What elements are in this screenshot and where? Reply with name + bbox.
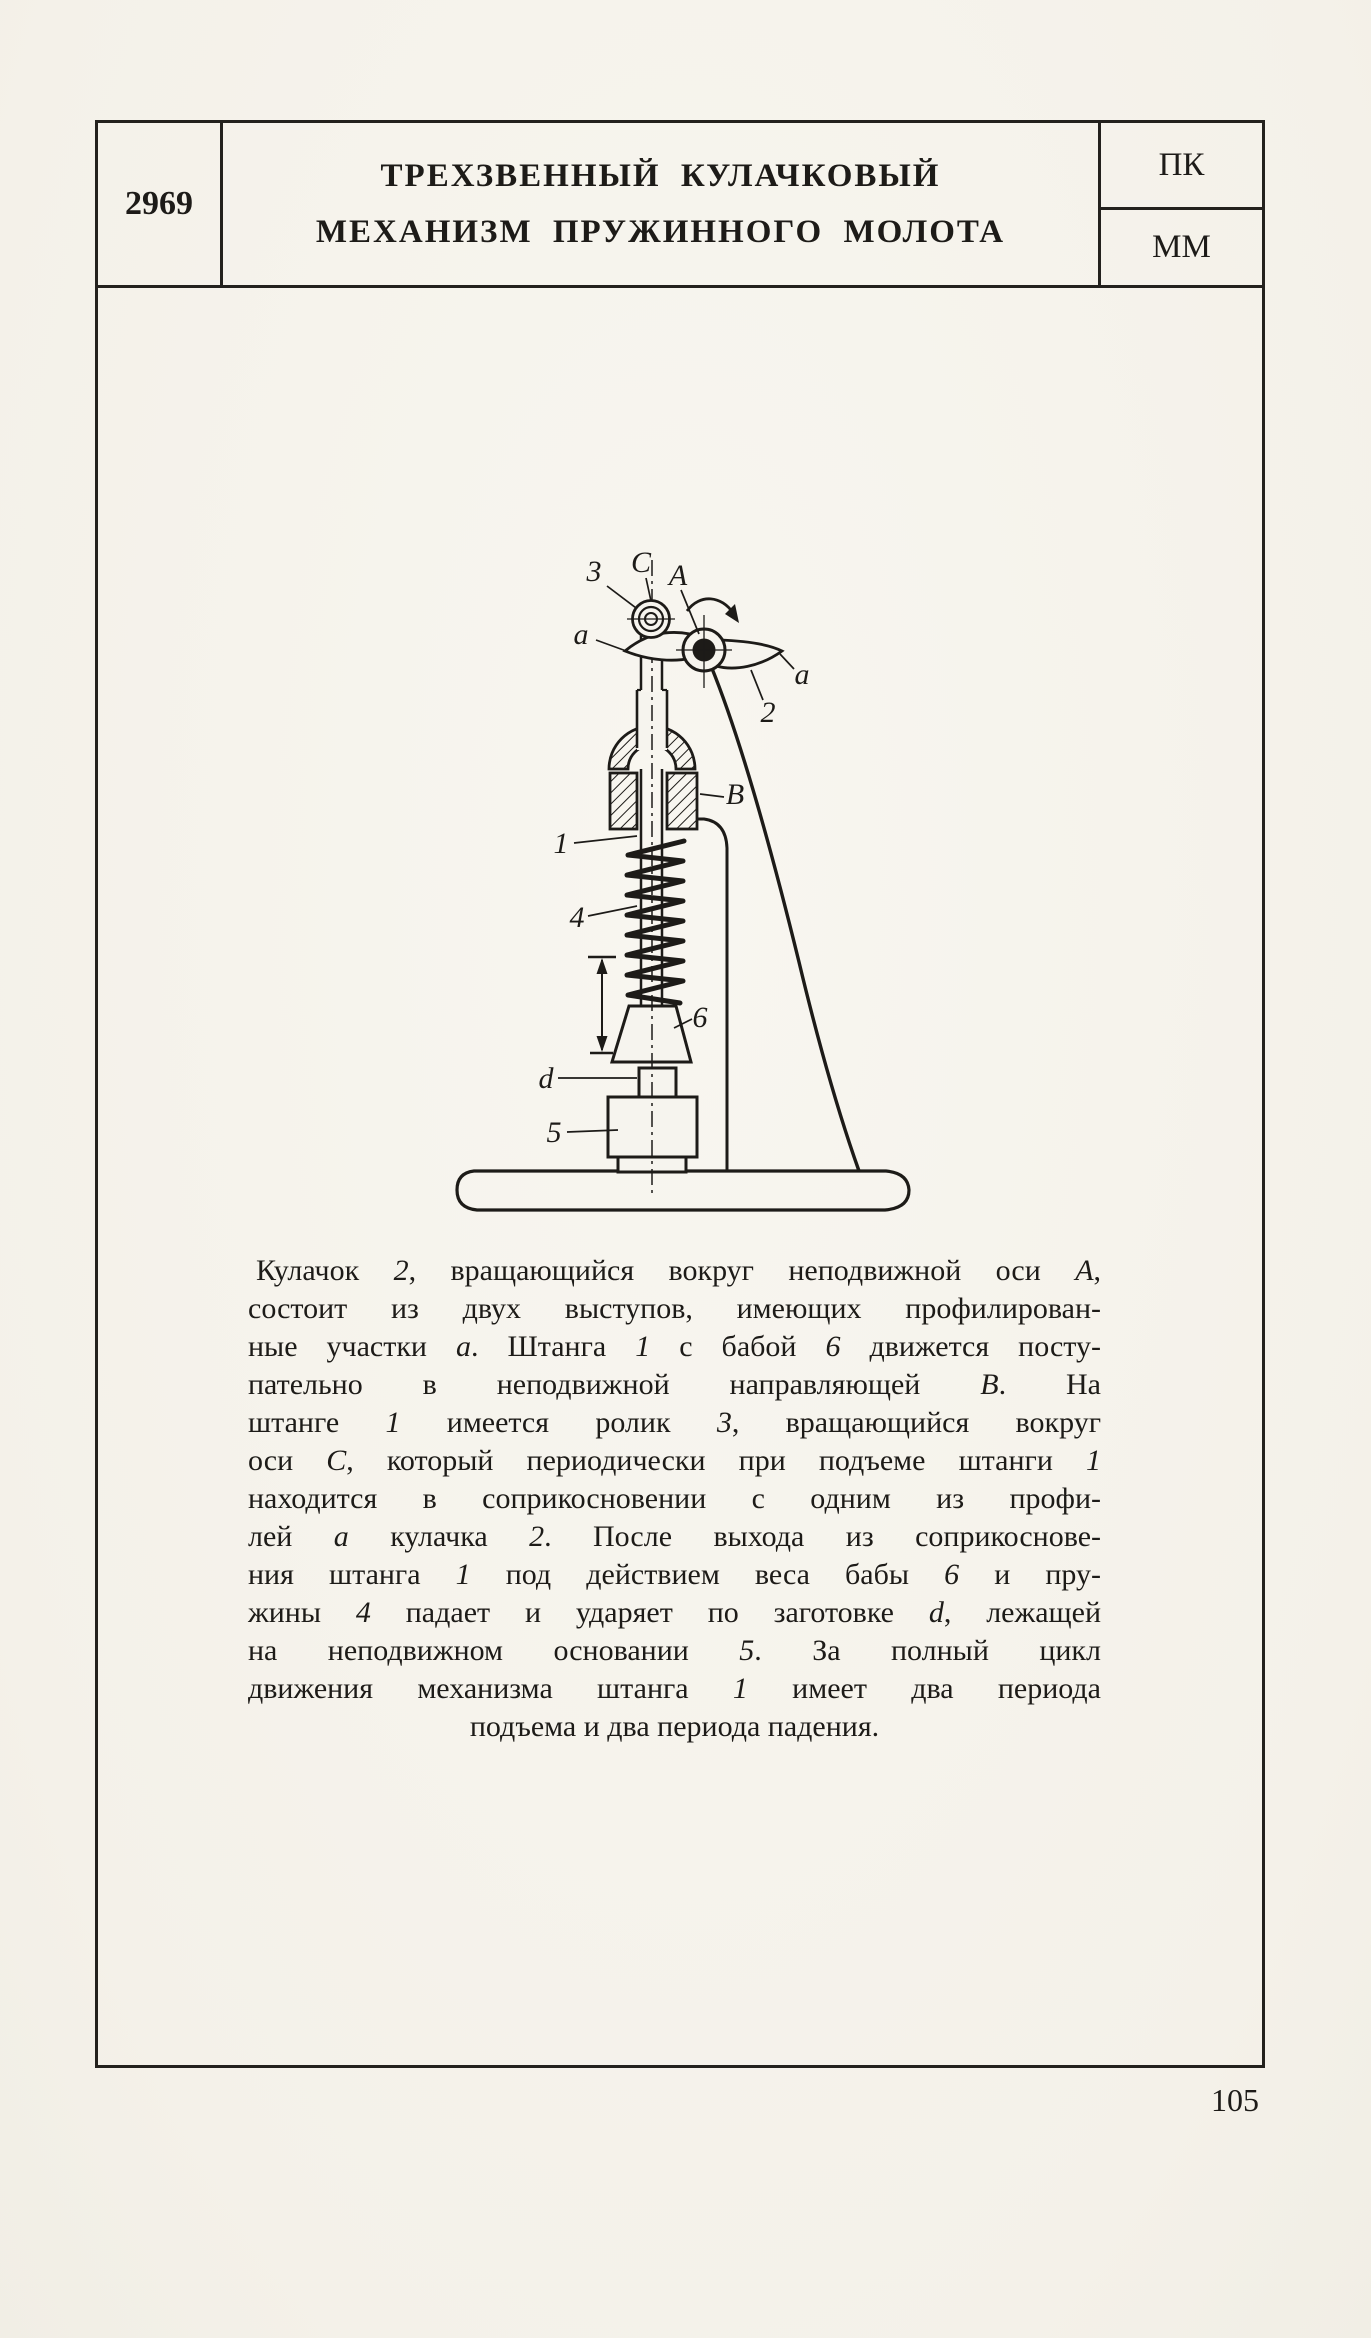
page-title-line1: ТРЕХЗВЕННЫЙ КУЛАЧКОВЫЙ [380,158,941,194]
figure-label-guide: B [725,778,745,811]
doc-number: 2969 [125,185,193,222]
paragraph-line: Кулачок 2, вращающийся вокруг неподвижной оси А, [256,1254,1102,1287]
classification-code-top: ПК [1101,123,1262,210]
figure-label-spring: 4 [569,901,585,934]
page-number: 105 [1211,2082,1259,2118]
figure-base [457,1171,909,1210]
paragraph-line: на неподвижном основании 5. За полный цикл [248,1634,1101,1667]
figure-label-profile-right: a [794,658,810,691]
figure-stroke-arrow [588,957,616,1053]
figure-label-anvil: 5 [546,1116,562,1149]
mechanism-figure [400,450,920,1240]
figure-label-cam-axis: A [668,559,688,592]
figure-label-cam: 2 [760,696,776,729]
paragraph-line: состоит из двух выступов, имеющих профилирован- [248,1292,1101,1325]
paragraph-line: ные участки а. Штанга 1 с бабой 6 движется посту- [248,1330,1101,1363]
rotation-arrow [687,599,733,613]
figure-guide-blocks [610,773,697,829]
figure-label-roller-axis: C [630,546,652,579]
paragraph-line: штанге 1 имеется ролик 3, вращающийся вокруг [248,1406,1101,1439]
doc-number-cell [98,123,223,285]
paragraph-line: подъема и два периода падения. [469,1710,880,1743]
figure-label-rod: 1 [553,827,569,860]
title-cell [223,123,1098,285]
paragraph-line: лей а кулачка 2. После выхода из соприкоснове- [248,1520,1102,1553]
figure-label-profile-left: a [573,618,589,651]
figure-label-workpiece: d [538,1062,554,1095]
figure-spring [627,841,684,1003]
description-paragraph [248,1252,1101,1746]
paragraph-line: пательно в неподвижной направляющей В. На [248,1368,1102,1401]
classification-code-bottom: ММ [1152,229,1211,265]
classification-cell [1098,123,1262,285]
header-table [98,123,1262,288]
figure-workpiece [639,1068,676,1097]
paragraph-line: движения механизма штанга 1 имеет два периода [248,1672,1101,1705]
figure-frame [697,666,859,1171]
paragraph-line: оси С, который периодически при подъеме штанги 1 [248,1444,1101,1477]
figure-label-ram: 6 [692,1001,708,1034]
paragraph-line: жины 4 падает и ударяет по заготовке d, лежащей [248,1596,1101,1629]
paragraph-line: находится в соприкосновении с одним из профи- [248,1482,1101,1515]
paragraph-line: ния штанга 1 под действием веса бабы 6 и пру- [248,1558,1101,1591]
figure-label-roller: 3 [586,555,602,588]
page-title-line2: МЕХАНИЗМ ПРУЖИННОГО МОЛОТА [315,214,1006,250]
